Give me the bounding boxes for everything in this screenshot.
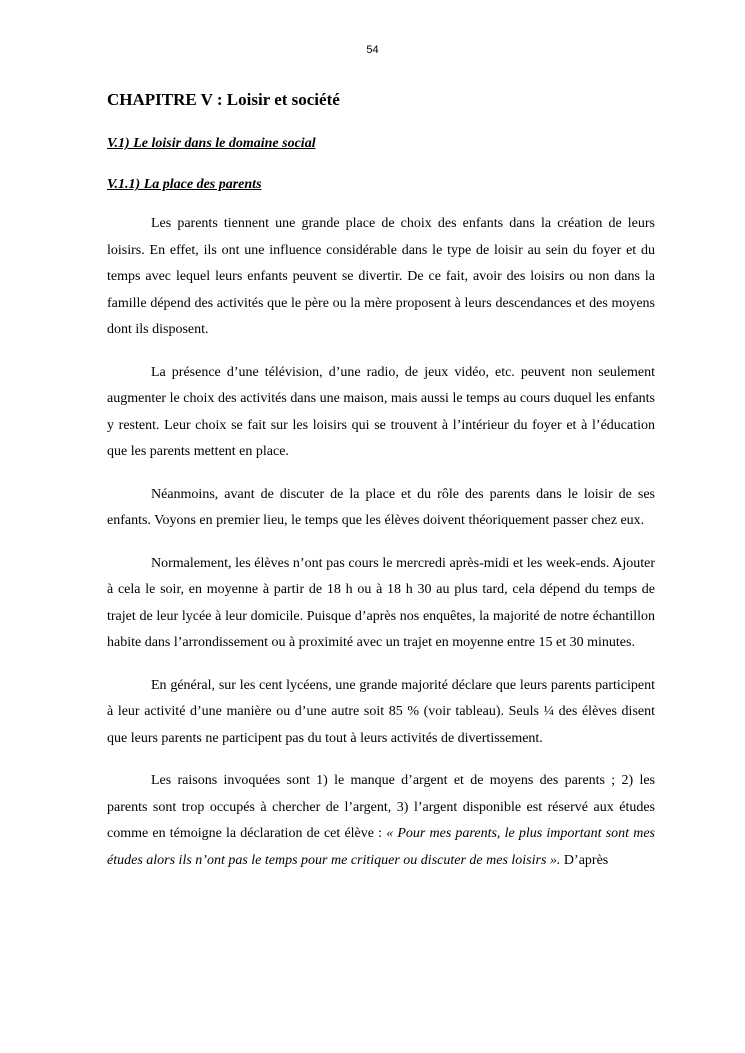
document-body: [107, 88, 655, 874]
subsection-heading: V.1.1) La place des parents: [107, 177, 262, 192]
section-heading: V.1) Le loisir dans le domaine social: [107, 136, 316, 151]
paragraph-parents-role: Les parents tiennent une grande place de choix des enfants dans la création de leurs loisirs. En effet, ils ont une influence considérable dans le type de loisir au sein du foyer et du temps avec lequel leurs enfants peuvent se divertir. De ce fait, avoir des loisirs ou non dans la famille dépend des activités que le père ou la mère proposent à leurs descendances et des moyens dont ils disposent.: [107, 216, 655, 337]
paragraph-schedule: Normalement, les élèves n’ont pas cours le mercredi après-midi et les week-ends. Ajouter à cela le soir, en moyenne à partir de 18 h ou à 18 h 30 au plus tard, cela dépend du temps de trajet de leur lycée à leur domicile. Puisque d’après nos enquêtes, la majorité de notre échantillon habite dans l’arrondissement ou à proximité avec un trajet en moyenne entre 15 et 30 minutes.: [107, 555, 655, 650]
paragraph-transition: Néanmoins, avant de discuter de la place et du rôle des parents dans le loisir de ses enfants. Voyons en premier lieu, le temps que les élèves doivent théoriquement passer chez eux.: [107, 486, 655, 528]
paragraph-reasons-text: Les raisons invoquées sont 1) le manque d’argent et de moyens des parents ; 2) les parents sont trop occupés à chercher de l’argent, 3) l’argent disponible est réservé aux études comme en témoigne la déclaration de cet élève :: [107, 773, 655, 841]
page-number: 54: [366, 44, 379, 56]
student-quote: « Pour mes parents, le plus important sont mes études alors ils n’ont pas le temps pour me critiquer ou discuter de mes loisirs ».: [107, 826, 655, 868]
paragraph-reasons-continuation: D’après: [560, 852, 609, 868]
paragraph-participation: En général, sur les cent lycéens, une grande majorité déclare que leurs parents participent à leur activité d’une manière ou d’une autre soit 85 % (voir tableau). Seuls ¼ des élèves disent que leurs parents ne participent pas du tout à leurs activités de divertissement.: [107, 677, 655, 746]
chapter-title: CHAPITRE V : Loisir et société: [107, 90, 340, 109]
paragraph-home-media: La présence d’une télévision, d’une radio, de jeux vidéo, etc. peuvent non seulement augmenter le choix des activités dans une maison, mais aussi le temps au cours duquel les enfants y restent. Leur choix se fait sur les loisirs qui se trouvent à l’intérieur du foyer et à l’éducation que les parents mettent en place.: [107, 364, 655, 459]
paragraph-reasons: [107, 768, 655, 874]
